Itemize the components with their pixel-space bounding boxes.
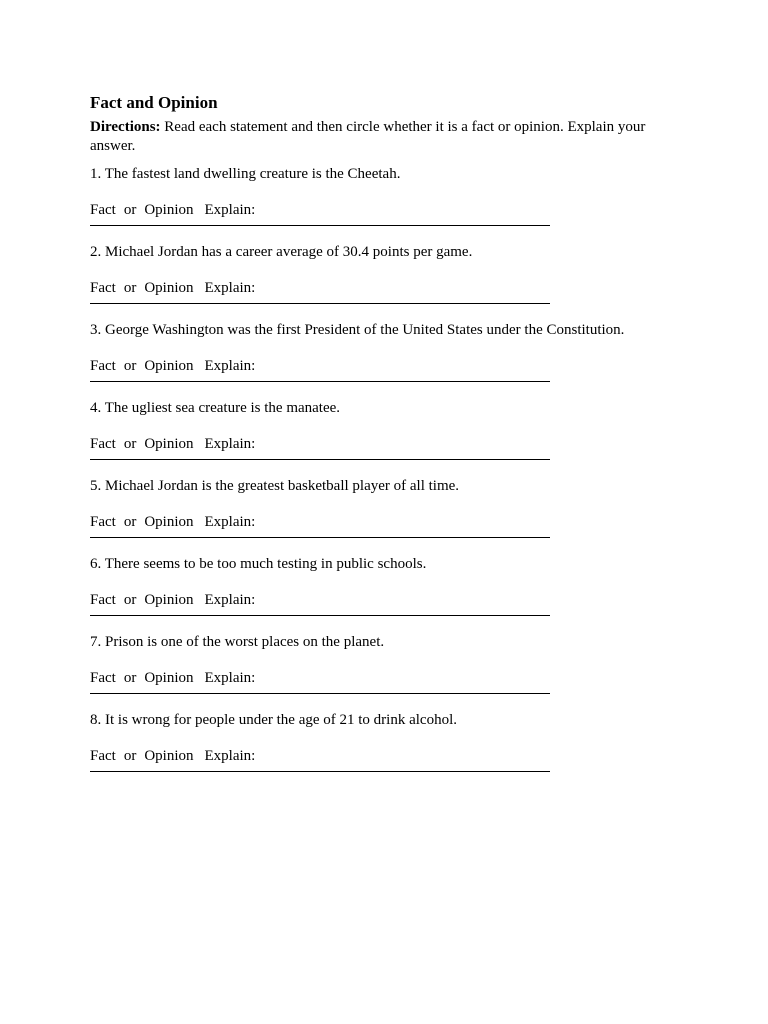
question-item xyxy=(90,477,690,555)
opinion-option[interactable]: Opinion xyxy=(144,280,194,296)
explain-label: Explain: xyxy=(204,436,256,452)
opinion-option[interactable]: Opinion xyxy=(144,514,194,530)
answer-options xyxy=(90,201,690,220)
or-word: or xyxy=(123,748,137,764)
opinion-option[interactable]: Opinion xyxy=(144,592,194,608)
question-list xyxy=(90,165,690,789)
question-item xyxy=(90,321,690,399)
answer-options xyxy=(90,279,690,298)
answer-options xyxy=(90,435,690,454)
answer-options xyxy=(90,747,690,766)
answer-options xyxy=(90,513,690,532)
question-item xyxy=(90,165,690,243)
directions xyxy=(90,118,670,156)
explain-label: Explain: xyxy=(204,748,256,764)
directions-label: Directions: xyxy=(90,119,161,135)
directions-text: Read each statement and then circle whether it is a fact or opinion. Explain your answer. xyxy=(90,119,646,154)
question-text: 8. It is wrong for people under the age of 21 to drink alcohol. xyxy=(90,712,457,728)
fact-option[interactable]: Fact xyxy=(90,592,116,608)
answer-options xyxy=(90,357,690,376)
question-text: 6. There seems to be too much testing in public schools. xyxy=(90,556,427,572)
or-word: or xyxy=(123,592,137,608)
opinion-option[interactable]: Opinion xyxy=(144,748,194,764)
opinion-option[interactable]: Opinion xyxy=(144,436,194,452)
explain-label: Explain: xyxy=(204,592,256,608)
fact-option[interactable]: Fact xyxy=(90,202,116,218)
fact-option[interactable]: Fact xyxy=(90,514,116,530)
question-item xyxy=(90,633,690,711)
opinion-option[interactable]: Opinion xyxy=(144,670,194,686)
explain-label: Explain: xyxy=(204,202,256,218)
question-text: 1. The fastest land dwelling creature is the Cheetah. xyxy=(90,166,401,182)
page-title: Fact and Opinion xyxy=(90,93,218,112)
question-item xyxy=(90,243,690,321)
worksheet-page xyxy=(90,92,690,789)
fact-option[interactable]: Fact xyxy=(90,436,116,452)
or-word: or xyxy=(123,436,137,452)
question-text: 7. Prison is one of the worst places on the planet. xyxy=(90,634,385,650)
answer-options xyxy=(90,591,690,610)
fact-option[interactable]: Fact xyxy=(90,358,116,374)
question-text: 5. Michael Jordan is the greatest basketball player of all time. xyxy=(90,478,460,494)
opinion-option[interactable]: Opinion xyxy=(144,202,194,218)
question-text: 2. Michael Jordan has a career average of 30.4 points per game. xyxy=(90,244,473,260)
or-word: or xyxy=(123,670,137,686)
or-word: or xyxy=(123,280,137,296)
question-item xyxy=(90,399,690,477)
or-word: or xyxy=(123,202,137,218)
question-text: 4. The ugliest sea creature is the manatee. xyxy=(90,400,341,416)
explain-label: Explain: xyxy=(204,670,256,686)
question-text: 3. George Washington was the first President of the United States under the Constitution. xyxy=(90,322,625,338)
explain-label: Explain: xyxy=(204,358,256,374)
fact-option[interactable]: Fact xyxy=(90,280,116,296)
opinion-option[interactable]: Opinion xyxy=(144,358,194,374)
question-item xyxy=(90,555,690,633)
explain-label: Explain: xyxy=(204,280,256,296)
explain-label: Explain: xyxy=(204,514,256,530)
fact-option[interactable]: Fact xyxy=(90,670,116,686)
or-word: or xyxy=(123,358,137,374)
or-word: or xyxy=(123,514,137,530)
question-item xyxy=(90,711,690,789)
fact-option[interactable]: Fact xyxy=(90,748,116,764)
answer-options xyxy=(90,669,690,688)
